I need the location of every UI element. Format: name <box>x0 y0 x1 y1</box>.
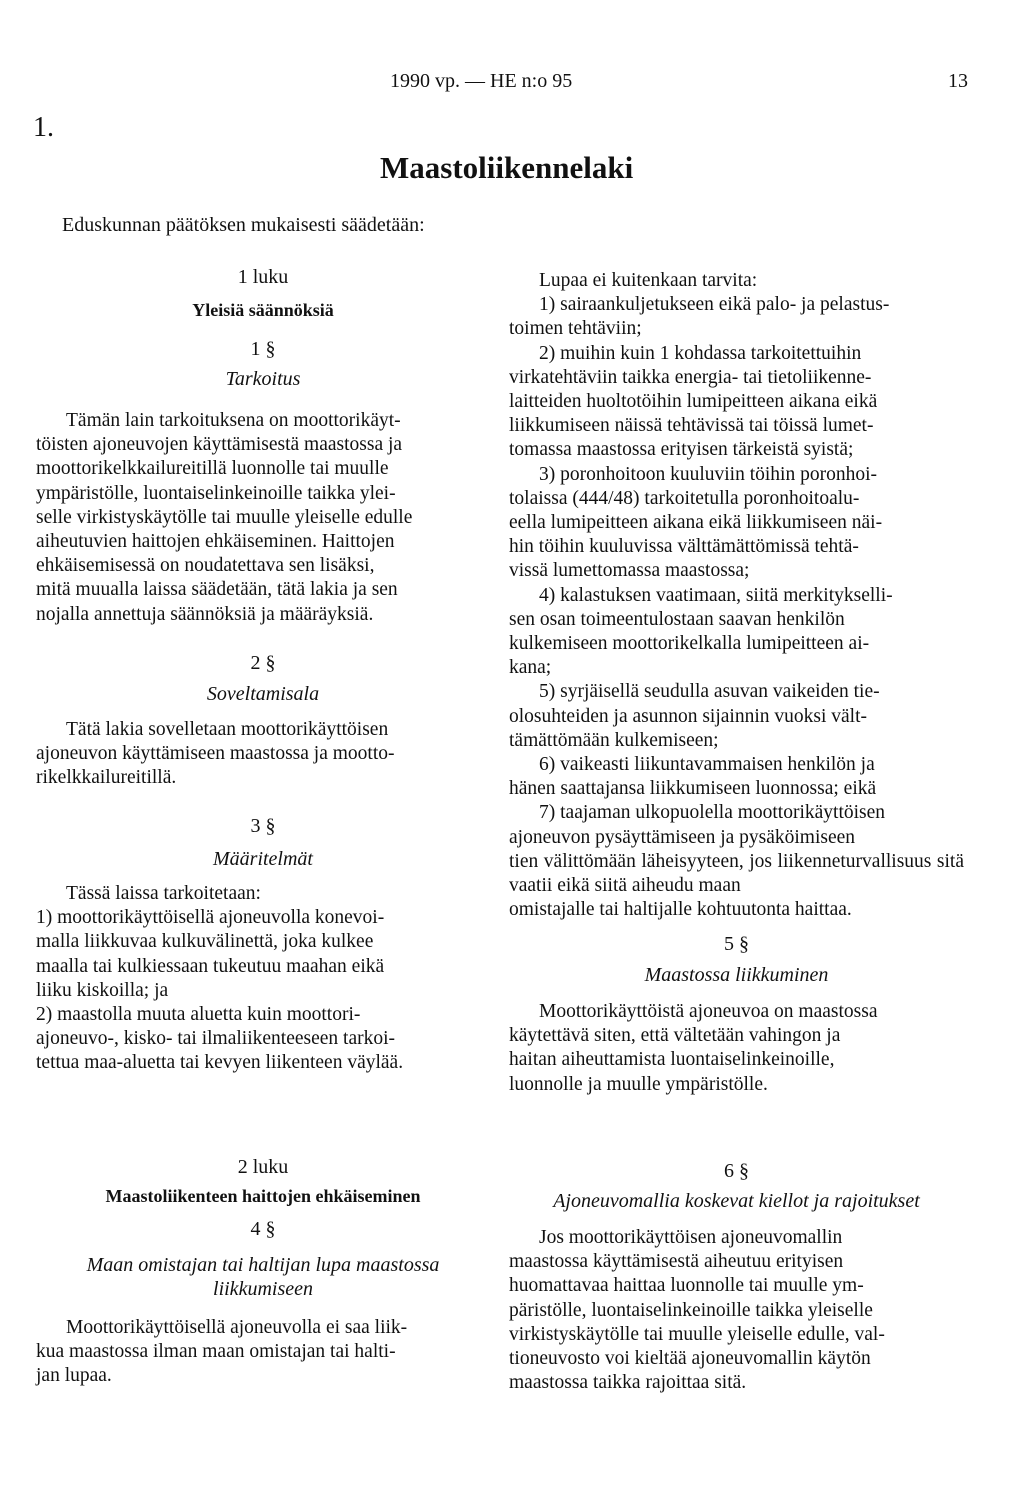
text-line: kulkemiseen moottorikelkalla lumipeitteen ai- <box>509 633 870 655</box>
text-line: sen osan toimeentulostaan saavan henkilön <box>509 608 845 630</box>
text-line: jan lupaa. <box>36 1365 112 1387</box>
text-line: ajoneuvo-, kisko- tai ilmaliikenteeseen tarkoi- <box>36 1028 396 1050</box>
text-line: Lupaa ei kuitenkaan tarvita: <box>539 270 758 291</box>
text-line: huomattavaa haittaa luonnolle tai muulle ym- <box>509 1275 864 1297</box>
section-2-body <box>36 718 490 791</box>
text-line: 4) kalastuksen vaatimaan, siitä merkitykselli- <box>539 584 893 606</box>
section-5-number: 5 § <box>724 933 749 955</box>
text-line: vissä lumettomassa maastossa; <box>509 560 750 582</box>
section-5-title: Maastossa liikkuminen <box>644 964 829 986</box>
text-line: virkatehtäviin taikka energia- tai tietoliikenne- <box>509 366 872 388</box>
text-line: eella lumipeitteen aikana eikä liikkumiseen näi- <box>509 512 883 534</box>
text-line: omistajalle tai haltijalle kohtuutonta haittaa. <box>509 899 852 921</box>
running-title: 1990 vp. — HE n:o 95 <box>390 70 573 92</box>
text-line: 2) maastolla muuta aluetta kuin moottori- <box>36 1004 361 1026</box>
chapter2-label: 2 luku <box>237 1156 289 1178</box>
section-4-body <box>36 1316 490 1389</box>
section-2-number: 2 § <box>250 652 276 674</box>
text-line: Tässä laissa tarkoitetaan: <box>66 883 261 904</box>
text-line: Tämän lain tarkoituksena on moottorikäyt- <box>66 410 401 431</box>
section-6-body <box>509 1226 964 1395</box>
text-line: 1) moottorikäyttöisellä ajoneuvolla konevoi- <box>36 907 385 929</box>
text-line: Moottorikäyttöistä ajoneuvoa on maastossa <box>539 1001 878 1022</box>
page-number: 13 <box>948 70 968 92</box>
text-line: selle virkistyskäytölle tai muulle yleiselle edulle <box>36 506 413 528</box>
text-line: 5) syrjäisellä seudulla asuvan vaikeiden tie- <box>539 681 880 703</box>
text-line: liikkumiseen näissä tehtävissä tai töissä lumet- <box>509 415 874 437</box>
section-3-body <box>36 882 490 1076</box>
section-2-title: Soveltamisala <box>206 683 320 705</box>
text-line: ehkäisemisessä on noudatettava sen lisäksi, <box>36 555 375 577</box>
text-line: rikelkkailureitillä. <box>36 767 177 789</box>
text-line: ajoneuvon pysäyttämiseen ja pysäköimiseen <box>509 826 856 848</box>
text-line: 1) sairaankuljetukseen eikä palo- ja pelastus- <box>539 294 890 316</box>
text-line: nojalla annettuja säännöksiä ja määräyksiä. <box>36 603 374 625</box>
text-line: Jos moottorikäyttöisen ajoneuvomallin <box>539 1227 843 1248</box>
text-line: virkistyskäytölle tai muulle yleiselle edulle, val- <box>509 1323 885 1345</box>
section-1-number: 1 § <box>250 338 276 360</box>
text-line: ajoneuvon käyttämiseen maastossa ja mootto- <box>36 743 395 765</box>
text-line: ympäristölle, luontaiselinkeinoille taikka ylei- <box>36 482 396 504</box>
chapter1-label: 1 luku <box>237 266 289 288</box>
text-line: 2) muihin kuin 1 kohdassa tarkoitettuihin <box>539 342 862 364</box>
text-line: tettua maa-aluetta tai kevyen liikenteen väylää. <box>36 1052 404 1074</box>
chapter2-title: Maastoliikenteen haittojen ehkäiseminen <box>105 1186 421 1206</box>
text-line: tolaissa (444/48) tarkoitetulla poronhoitoalu- <box>509 487 860 509</box>
text-line: Moottorikäyttöisellä ajoneuvolla ei saa liik- <box>66 1317 408 1338</box>
section-3-title: Määritelmät <box>213 848 313 870</box>
text-line: tämättömään kulkemiseen; <box>509 729 719 751</box>
text-line: haitan aiheuttamista luontaiselinkeinoille, <box>509 1049 835 1071</box>
section-3-number: 3 § <box>250 815 276 837</box>
text-line: 3) poronhoitoon kuuluviin töihin poronhoi- <box>539 463 877 485</box>
chapter1-title: Yleisiä säännöksiä <box>192 300 334 320</box>
section-6-number: 6 § <box>724 1160 749 1182</box>
text-line: moottorikelkkailureitillä luonnolle tai muulle <box>36 458 389 480</box>
section-6-title: Ajoneuvomallia koskevat kiellot ja rajoitukset <box>553 1190 920 1212</box>
text-line: hin töihin kuuluvissa välttämättömissä tehtä- <box>509 536 859 558</box>
text-line: päristölle, luontaiselinkeinoille taikka yleiselle <box>509 1299 873 1321</box>
text-line: töisten ajoneuvojen käyttämisestä maastossa ja <box>36 434 403 456</box>
section-5-body <box>509 1000 964 1097</box>
text-line: hänen saattajansa liikkumiseen luonnossa; eikä <box>509 778 877 800</box>
text-line: 7) taajaman ulkopuolella moottorikäyttöisen <box>539 802 886 824</box>
text-line: tomassa maastossa erityisen tärkeistä syistä; <box>509 439 854 461</box>
section-4-continuation <box>509 269 964 922</box>
text-line: maalla tai kulkiessaan tukeutuu maahan eikä <box>36 955 385 977</box>
section-1-title: Tarkoitus <box>225 368 301 390</box>
law-title: Maastoliikennelaki <box>380 150 634 185</box>
section-4-title-line1: Maan omistajan tai haltijan lupa maastossa <box>86 1254 440 1276</box>
text-line: kana; <box>509 657 552 679</box>
text-line: malla liikkuvaa kulkuvälinettä, joka kulkee <box>36 931 374 953</box>
text-line: maastossa käyttämisestä aiheutuu erityisen <box>509 1251 844 1273</box>
enactment-clause: Eduskunnan päätöksen mukaisesti säädetään: <box>62 214 425 236</box>
section-4-number: 4 § <box>250 1218 276 1240</box>
text-line: tioneuvosto voi kieltää ajoneuvomallin käytön <box>509 1348 871 1370</box>
text-line: mitä muualla laissa säädetään, tätä lakia ja sen <box>36 579 398 601</box>
item-number: 1. <box>33 112 54 143</box>
section-4-title-line2: liikkumiseen <box>213 1278 313 1300</box>
text-line: liiku kiskoilla; ja <box>36 979 169 1001</box>
text-line: olosuhteiden ja asunnon sijainnin vuoksi vält- <box>509 705 867 727</box>
text-line: toimen tehtäviin; <box>509 318 642 340</box>
text-line: maastossa taikka rajoittaa sitä. <box>509 1372 747 1394</box>
text-line: 6) vaikeasti liikuntavammaisen henkilön ja <box>539 754 875 776</box>
text-line: laitteiden huoltotöihin lumipeitteen aikana eikä <box>509 391 878 413</box>
text-line: Tätä lakia sovelletaan moottorikäyttöisen <box>66 719 389 740</box>
text-line: luonnolle ja muulle ympäristölle. <box>509 1073 768 1095</box>
text-line: käytettävä siten, että vältetään vahingon ja <box>509 1025 841 1047</box>
text-line: kua maastossa ilman maan omistajan tai halti- <box>36 1341 396 1363</box>
section-1-body <box>36 409 490 627</box>
text-line: aiheutuvien haittojen ehkäiseminen. Haittojen <box>36 531 395 553</box>
text-line: tien välittömään läheisyyteen, jos liikenneturvallisuus sitä vaatii eikä siitä aiheudu maan <box>509 850 964 897</box>
